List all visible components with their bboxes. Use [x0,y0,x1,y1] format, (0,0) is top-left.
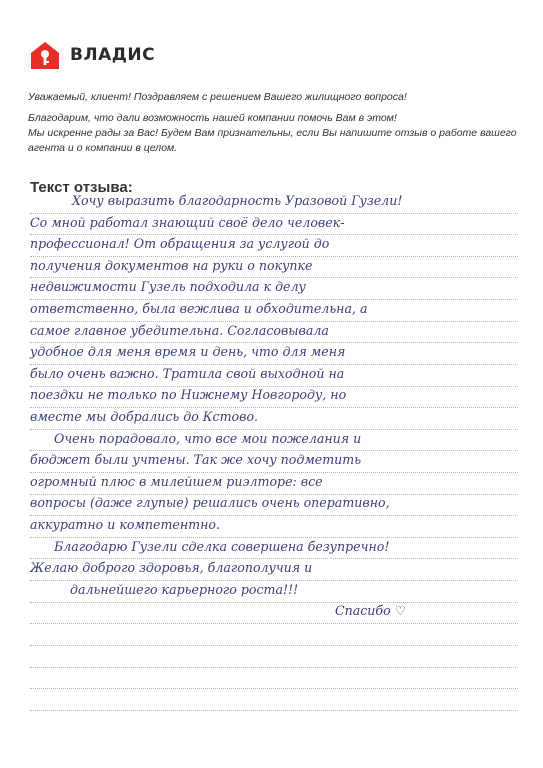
handwritten-review [30,190,525,622]
review-line: огромный плюс в милейшем риэлторе: все [30,473,323,489]
review-line: бюджет были учтены. Так же хочу подметить [30,452,362,468]
intro-thanks: Благодарим, что дали возможность нашей компании помочь Вам в этом! [28,112,397,124]
review-line: дальнейшего карьерного роста!!! [70,581,299,597]
review-line: Хочу выразить благодарность Уразовой Гузели! [72,193,403,208]
intro-request: Мы искренне рады за Вас! Будем Вам признательны, если Вы напишите отзыв о работе вашего агента и о компании в целом. [28,127,517,154]
review-line: Благодарю Гузели сделка совершена безупречно! [54,538,390,554]
brand-name: ВЛАДИС [70,45,156,65]
review-label: Текст отзыва: [30,179,133,196]
review-line: Очень порадовало, что все мои пожелания и [54,430,362,446]
review-line: недвижимости Гузель подходила к делу [30,279,306,295]
review-line: Со мной работал знающий своё дело человек- [30,214,345,230]
review-line: вместе мы добрались до Кстово. [30,408,259,424]
review-line: поездки не только по Нижнему Новгороду, но [30,387,347,403]
review-line: было очень важно. Тратила свой выходной на [30,365,345,381]
intro-greeting: Уважаемый, клиент! Поздравляем с решением Вашего жилищного вопроса! [28,91,407,103]
review-line: самое главное убедительна. Согласовывала [30,322,329,338]
review-line: Желаю доброго здоровья, благополучия и [30,560,313,576]
review-line: вопросы (даже глупые) решались очень оперативно, [30,495,390,511]
review-line: ответственно, была вежлива и обходительна, а [30,300,368,316]
review-line: получения документов на руки о покупке [30,257,313,273]
signature-line: Спасибо ♡ [335,603,406,619]
review-line: удобное для меня время и день, что для меня [30,344,346,360]
review-line: профессионал! От обращения за услугой до [30,236,330,252]
review-line: аккуратно и компетентно. [30,516,220,532]
